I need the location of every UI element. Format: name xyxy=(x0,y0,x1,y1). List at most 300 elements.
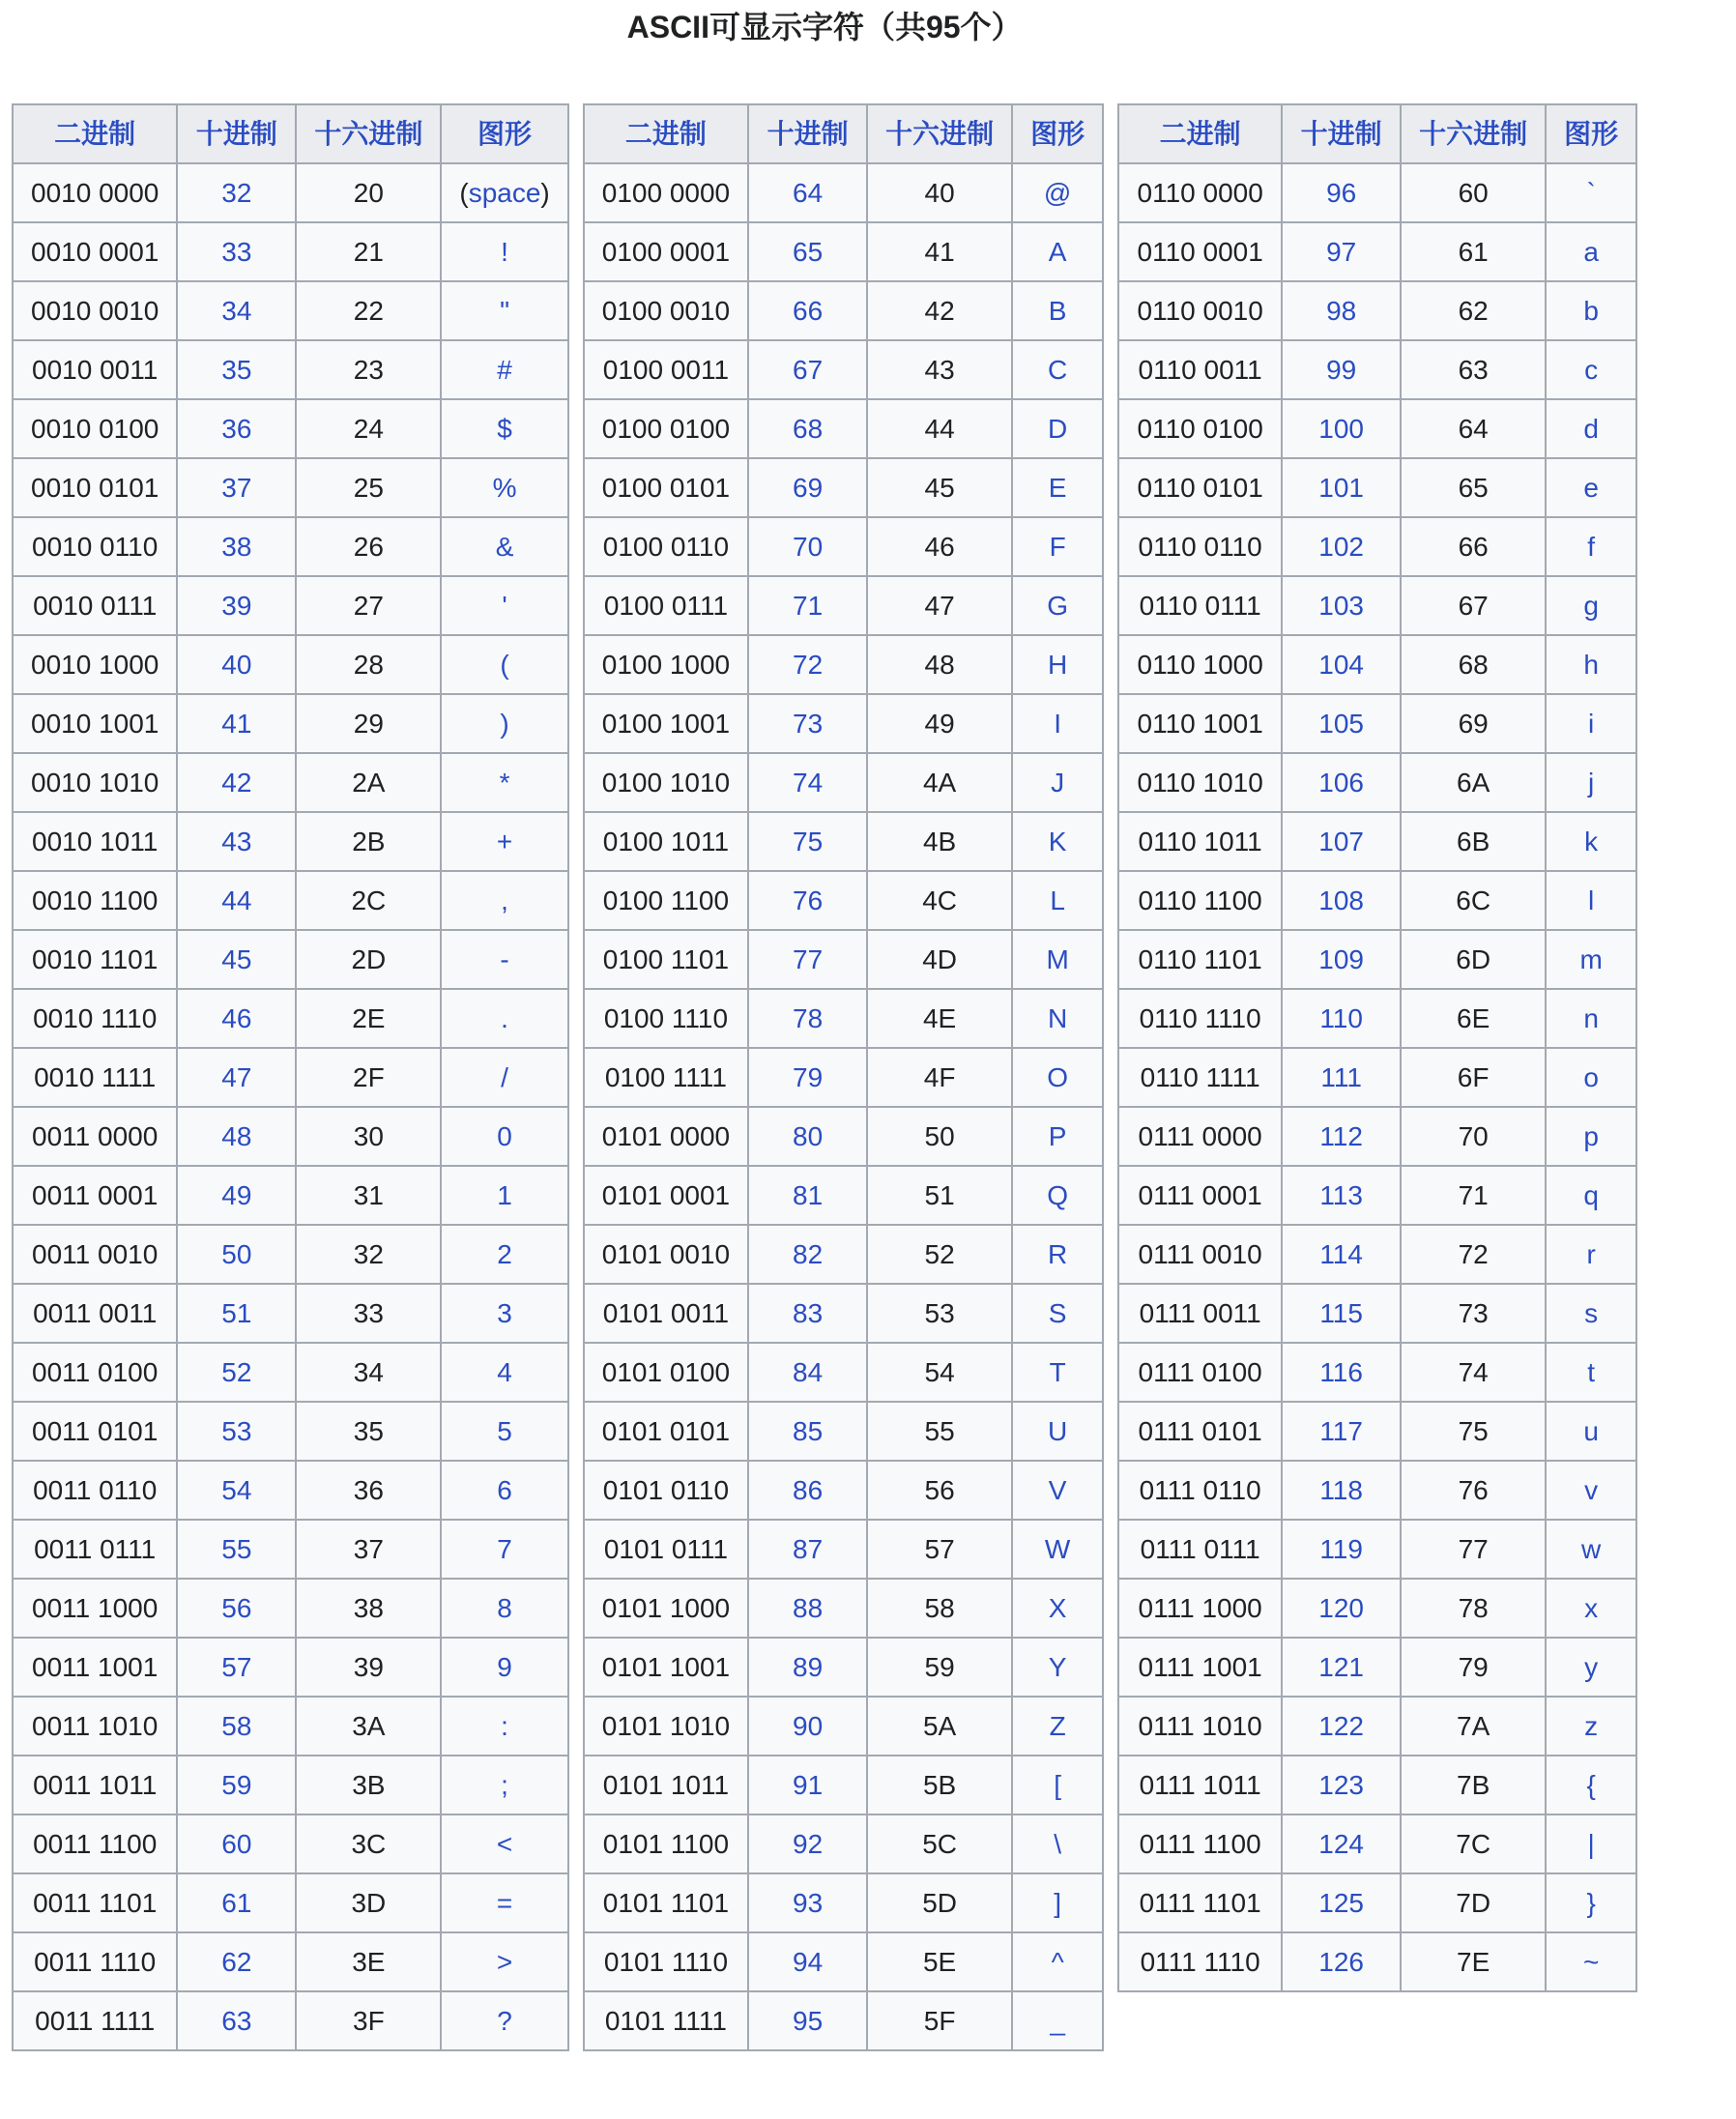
hex-cell: 2B xyxy=(296,812,441,871)
hex-cell: 79 xyxy=(1401,1638,1546,1697)
table-row xyxy=(584,458,1103,517)
glyph-cell xyxy=(1012,989,1103,1048)
decimal-link[interactable]: 61 xyxy=(221,1888,252,1918)
glyph-link[interactable]: D xyxy=(1048,414,1068,444)
glyph-link[interactable]: i xyxy=(1588,709,1595,739)
decimal-link[interactable]: 86 xyxy=(793,1475,824,1505)
decimal-link[interactable]: 101 xyxy=(1318,473,1364,503)
glyph-link[interactable]: 4 xyxy=(497,1357,512,1387)
glyph-link[interactable]: ^ xyxy=(1051,1947,1064,1977)
glyph-link[interactable]: 9 xyxy=(497,1652,512,1682)
glyph-link[interactable]: y xyxy=(1584,1652,1599,1682)
glyph-link[interactable]: 1 xyxy=(497,1180,512,1210)
glyph-link[interactable]: T xyxy=(1049,1357,1066,1387)
glyph-cell xyxy=(1012,812,1103,871)
glyph-link[interactable]: < xyxy=(496,1829,513,1859)
decimal-cell xyxy=(1282,340,1401,399)
decimal-link[interactable]: 78 xyxy=(793,1003,824,1033)
decimal-link[interactable]: 42 xyxy=(221,768,252,798)
hex-cell: 59 xyxy=(867,1638,1012,1697)
glyph-link[interactable]: I xyxy=(1054,709,1062,739)
space-glyph-link[interactable]: space xyxy=(468,178,541,208)
hex-cell: 39 xyxy=(296,1638,441,1697)
glyph-link[interactable]: 6 xyxy=(497,1475,512,1505)
binary-cell: 0111 0101 xyxy=(1118,1402,1282,1461)
decimal-link[interactable]: 51 xyxy=(221,1298,252,1328)
glyph-link[interactable]: - xyxy=(500,944,509,974)
hex-cell: 4D xyxy=(867,930,1012,989)
decimal-link[interactable]: 81 xyxy=(793,1180,824,1210)
decimal-link[interactable]: 68 xyxy=(793,414,824,444)
glyph-link[interactable]: K xyxy=(1048,827,1067,856)
table-row xyxy=(584,1932,1103,1991)
glyph-link[interactable]: 3 xyxy=(497,1298,512,1328)
glyph-link[interactable]: 5 xyxy=(497,1416,512,1446)
decimal-link[interactable]: 52 xyxy=(221,1357,252,1387)
glyph-link[interactable]: A xyxy=(1048,237,1067,267)
table-row xyxy=(584,694,1103,753)
glyph-link[interactable]: ~ xyxy=(1582,1947,1600,1977)
decimal-link[interactable]: 87 xyxy=(793,1534,824,1564)
glyph-cell xyxy=(1012,635,1103,694)
glyph-cell xyxy=(441,1284,567,1343)
glyph-cell xyxy=(1546,1697,1636,1756)
col-header-glyph-link[interactable]: 图形 xyxy=(477,119,533,149)
decimal-link[interactable]: 88 xyxy=(793,1593,824,1623)
binary-cell: 0101 1100 xyxy=(584,1814,748,1873)
decimal-link[interactable]: 49 xyxy=(221,1180,252,1210)
decimal-link[interactable]: 77 xyxy=(793,944,824,974)
decimal-link[interactable]: 104 xyxy=(1318,650,1364,680)
hex-cell: 32 xyxy=(296,1225,441,1284)
glyph-link[interactable]: ) xyxy=(500,709,509,739)
decimal-link[interactable]: 109 xyxy=(1318,944,1364,974)
decimal-link[interactable]: 111 xyxy=(1320,1062,1362,1092)
hex-cell: 6A xyxy=(1401,753,1546,812)
decimal-cell xyxy=(1282,1107,1401,1166)
decimal-link[interactable]: 71 xyxy=(793,591,824,621)
binary-cell: 0010 0100 xyxy=(13,399,177,458)
decimal-link[interactable]: 122 xyxy=(1318,1711,1364,1741)
decimal-link[interactable]: 46 xyxy=(221,1003,252,1033)
glyph-link[interactable]: R xyxy=(1048,1239,1068,1269)
table-row xyxy=(584,930,1103,989)
decimal-link[interactable]: 56 xyxy=(221,1593,252,1623)
decimal-cell xyxy=(748,163,867,222)
decimal-link[interactable]: 84 xyxy=(793,1357,824,1387)
decimal-cell xyxy=(748,812,867,871)
decimal-link[interactable]: 60 xyxy=(221,1829,252,1859)
close-paren: ) xyxy=(540,178,550,208)
decimal-link[interactable]: 118 xyxy=(1319,1475,1363,1505)
glyph-cell xyxy=(1546,1520,1636,1579)
binary-cell: 0111 0011 xyxy=(1118,1284,1282,1343)
hex-cell: 2F xyxy=(296,1048,441,1107)
binary-cell: 0110 0110 xyxy=(1118,517,1282,576)
decimal-link[interactable]: 58 xyxy=(221,1711,252,1741)
table-row xyxy=(13,1814,568,1873)
hex-cell: 21 xyxy=(296,222,441,281)
glyph-link[interactable]: , xyxy=(501,885,508,915)
glyph-link[interactable]: v xyxy=(1584,1475,1599,1505)
decimal-link[interactable]: 62 xyxy=(221,1947,252,1977)
col-header-hex xyxy=(867,104,1012,163)
glyph-link[interactable]: B xyxy=(1048,296,1067,326)
glyph-link[interactable]: s xyxy=(1584,1298,1599,1328)
table-row xyxy=(13,1107,568,1166)
glyph-link[interactable]: d xyxy=(1583,414,1599,444)
hex-cell: 6E xyxy=(1401,989,1546,1048)
hex-cell: 6D xyxy=(1401,930,1546,989)
decimal-link[interactable]: 80 xyxy=(793,1121,824,1151)
glyph-link[interactable]: ` xyxy=(1586,178,1596,208)
decimal-link[interactable]: 76 xyxy=(793,885,824,915)
decimal-cell xyxy=(1282,517,1401,576)
col-header-decimal-link[interactable]: 十进制 xyxy=(767,119,849,149)
decimal-link[interactable]: 98 xyxy=(1326,296,1357,326)
decimal-link[interactable]: 121 xyxy=(1318,1652,1364,1682)
decimal-link[interactable]: 59 xyxy=(221,1770,252,1800)
table-row xyxy=(584,1166,1103,1225)
glyph-link[interactable]: U xyxy=(1048,1416,1068,1446)
glyph-link[interactable]: o xyxy=(1583,1062,1599,1092)
glyph-link[interactable]: = xyxy=(496,1888,513,1918)
glyph-link[interactable]: ( xyxy=(500,650,509,680)
decimal-link[interactable]: 44 xyxy=(221,885,252,915)
decimal-link[interactable]: 107 xyxy=(1318,827,1364,856)
decimal-link[interactable]: 95 xyxy=(793,2006,824,2036)
decimal-link[interactable]: 102 xyxy=(1318,532,1364,562)
binary-cell: 0010 0101 xyxy=(13,458,177,517)
glyph-cell xyxy=(1012,517,1103,576)
glyph-link[interactable]: : xyxy=(501,1711,508,1741)
decimal-link[interactable]: 113 xyxy=(1319,1180,1363,1210)
decimal-link[interactable]: 91 xyxy=(793,1770,824,1800)
decimal-link[interactable]: 54 xyxy=(221,1475,252,1505)
table-row xyxy=(1118,399,1636,458)
decimal-cell xyxy=(1282,222,1401,281)
col-header-binary-link[interactable]: 二进制 xyxy=(1159,119,1241,149)
decimal-cell xyxy=(177,1756,296,1814)
decimal-link[interactable]: 119 xyxy=(1319,1534,1363,1564)
glyph-link[interactable]: . xyxy=(501,1003,508,1033)
glyph-link[interactable]: S xyxy=(1048,1298,1067,1328)
decimal-cell xyxy=(177,399,296,458)
decimal-link[interactable]: 103 xyxy=(1318,591,1364,621)
decimal-link[interactable]: 41 xyxy=(221,709,252,739)
glyph-cell xyxy=(1012,1873,1103,1932)
binary-cell: 0110 1011 xyxy=(1118,812,1282,871)
page-title: ASCII可显示字符（共95个） xyxy=(626,10,1023,44)
decimal-link[interactable]: 110 xyxy=(1319,1003,1363,1033)
glyph-cell xyxy=(1012,930,1103,989)
glyph-link[interactable]: [ xyxy=(1054,1770,1062,1800)
glyph-link[interactable]: 8 xyxy=(497,1593,512,1623)
table-row xyxy=(13,989,568,1048)
glyph-link[interactable]: { xyxy=(1586,1770,1596,1800)
binary-cell: 0100 1110 xyxy=(584,989,748,1048)
table-row xyxy=(13,1461,568,1520)
col-header-hex-link[interactable]: 十六进制 xyxy=(885,119,995,149)
table-row xyxy=(584,1520,1103,1579)
glyph-link[interactable]: ? xyxy=(497,2006,512,2036)
glyph-cell xyxy=(441,576,567,635)
decimal-link[interactable]: 79 xyxy=(793,1062,824,1092)
col-header-hex-link[interactable]: 十六进制 xyxy=(1419,119,1528,149)
decimal-link[interactable]: 117 xyxy=(1319,1416,1363,1446)
glyph-link[interactable]: x xyxy=(1584,1593,1599,1623)
decimal-link[interactable]: 75 xyxy=(793,827,824,856)
glyph-link[interactable]: 7 xyxy=(497,1534,512,1564)
glyph-link[interactable]: + xyxy=(496,827,513,856)
decimal-link[interactable]: 83 xyxy=(793,1298,824,1328)
decimal-link[interactable]: 112 xyxy=(1319,1121,1363,1151)
decimal-link[interactable]: 36 xyxy=(221,414,252,444)
table-row xyxy=(584,1814,1103,1873)
decimal-link[interactable]: 82 xyxy=(793,1239,824,1269)
binary-cell: 0100 1011 xyxy=(584,812,748,871)
col-header-decimal-link[interactable]: 十进制 xyxy=(195,119,277,149)
glyph-link[interactable]: " xyxy=(500,296,510,326)
col-header-decimal-link[interactable]: 十进制 xyxy=(1300,119,1382,149)
decimal-link[interactable]: 123 xyxy=(1318,1770,1364,1800)
decimal-link[interactable]: 120 xyxy=(1318,1593,1364,1623)
decimal-link[interactable]: 92 xyxy=(793,1829,824,1859)
glyph-link[interactable]: c xyxy=(1584,355,1599,385)
glyph-link[interactable]: z xyxy=(1584,1711,1599,1741)
glyph-link[interactable]: e xyxy=(1583,473,1599,503)
hex-cell: 70 xyxy=(1401,1107,1546,1166)
glyph-link[interactable]: u xyxy=(1583,1416,1599,1446)
hex-cell: 74 xyxy=(1401,1343,1546,1402)
decimal-link[interactable]: 67 xyxy=(793,355,824,385)
glyph-link[interactable]: X xyxy=(1048,1593,1067,1623)
decimal-cell xyxy=(748,1756,867,1814)
decimal-link[interactable]: 66 xyxy=(793,296,824,326)
glyph-link[interactable]: Z xyxy=(1049,1711,1066,1741)
col-header-glyph-link[interactable]: 图形 xyxy=(1030,119,1085,149)
decimal-link[interactable]: 33 xyxy=(221,237,252,267)
glyph-link[interactable]: a xyxy=(1583,237,1599,267)
decimal-link[interactable]: 73 xyxy=(793,709,824,739)
glyph-cell xyxy=(1012,1991,1103,2050)
decimal-link[interactable]: 37 xyxy=(221,473,252,503)
table-row xyxy=(1118,1107,1636,1166)
glyph-link[interactable]: * xyxy=(499,768,510,798)
decimal-link[interactable]: 96 xyxy=(1326,178,1357,208)
decimal-link[interactable]: 63 xyxy=(221,2006,252,2036)
decimal-cell xyxy=(748,1991,867,2050)
glyph-link[interactable]: M xyxy=(1046,944,1069,974)
glyph-link[interactable]: O xyxy=(1047,1062,1069,1092)
glyph-link[interactable]: 2 xyxy=(497,1239,512,1269)
decimal-link[interactable]: 43 xyxy=(221,827,252,856)
decimal-link[interactable]: 47 xyxy=(221,1062,252,1092)
binary-cell: 0010 0110 xyxy=(13,517,177,576)
decimal-link[interactable]: 40 xyxy=(221,650,252,680)
glyph-link[interactable]: / xyxy=(501,1062,508,1092)
glyph-cell xyxy=(441,1814,567,1873)
decimal-link[interactable]: 108 xyxy=(1318,885,1364,915)
glyph-link[interactable]: q xyxy=(1583,1180,1599,1210)
decimal-link[interactable]: 99 xyxy=(1326,355,1357,385)
decimal-cell xyxy=(748,399,867,458)
decimal-link[interactable]: 85 xyxy=(793,1416,824,1446)
decimal-link[interactable]: 125 xyxy=(1318,1888,1364,1918)
decimal-link[interactable]: 89 xyxy=(793,1652,824,1682)
glyph-link[interactable]: h xyxy=(1583,650,1599,680)
glyph-link[interactable]: $ xyxy=(497,414,512,444)
glyph-link[interactable]: % xyxy=(492,473,517,503)
glyph-cell xyxy=(1546,1756,1636,1814)
col-header-binary-link[interactable]: 二进制 xyxy=(624,119,707,149)
glyph-link[interactable]: l xyxy=(1588,885,1595,915)
hex-cell: 3A xyxy=(296,1697,441,1756)
decimal-link[interactable]: 97 xyxy=(1326,237,1357,267)
decimal-link[interactable]: 32 xyxy=(221,178,252,208)
decimal-cell xyxy=(177,812,296,871)
decimal-link[interactable]: 74 xyxy=(793,768,824,798)
header-row xyxy=(584,104,1103,163)
binary-cell: 0111 0110 xyxy=(1118,1461,1282,1520)
decimal-link[interactable]: 116 xyxy=(1319,1357,1363,1387)
glyph-link[interactable]: w xyxy=(1581,1534,1602,1564)
hex-cell: 62 xyxy=(1401,281,1546,340)
glyph-link[interactable]: V xyxy=(1048,1475,1067,1505)
decimal-link[interactable]: 35 xyxy=(221,355,252,385)
decimal-link[interactable]: 55 xyxy=(221,1534,252,1564)
table-row xyxy=(1118,1697,1636,1756)
decimal-link[interactable]: 64 xyxy=(793,178,824,208)
decimal-cell xyxy=(748,1402,867,1461)
col-header-decimal xyxy=(748,104,867,163)
decimal-link[interactable]: 39 xyxy=(221,591,252,621)
glyph-link[interactable]: | xyxy=(1587,1829,1595,1859)
glyph-link[interactable]: @ xyxy=(1043,178,1072,208)
glyph-cell xyxy=(1546,1048,1636,1107)
decimal-link[interactable]: 115 xyxy=(1319,1298,1363,1328)
decimal-link[interactable]: 93 xyxy=(793,1888,824,1918)
decimal-cell xyxy=(177,1166,296,1225)
decimal-cell xyxy=(748,1166,867,1225)
col-header-glyph-link[interactable]: 图形 xyxy=(1564,119,1619,149)
binary-cell: 0111 1010 xyxy=(1118,1697,1282,1756)
table-row xyxy=(13,1991,568,2050)
binary-cell: 0010 1111 xyxy=(13,1048,177,1107)
glyph-cell xyxy=(1546,1107,1636,1166)
glyph-link[interactable]: P xyxy=(1048,1121,1067,1151)
decimal-link[interactable]: 65 xyxy=(793,237,824,267)
decimal-link[interactable]: 126 xyxy=(1318,1947,1364,1977)
glyph-link[interactable]: b xyxy=(1583,296,1599,326)
glyph-link[interactable]: _ xyxy=(1050,2006,1065,2036)
glyph-cell xyxy=(1546,1814,1636,1873)
glyph-link[interactable]: \ xyxy=(1054,1829,1062,1859)
glyph-link[interactable]: f xyxy=(1587,532,1596,562)
glyph-link[interactable]: # xyxy=(497,355,512,385)
decimal-link[interactable]: 124 xyxy=(1318,1829,1364,1859)
decimal-cell xyxy=(748,458,867,517)
decimal-link[interactable]: 38 xyxy=(221,532,252,562)
glyph-link[interactable]: ] xyxy=(1054,1888,1062,1918)
glyph-link[interactable]: j xyxy=(1588,768,1595,798)
glyph-link[interactable]: Q xyxy=(1047,1180,1069,1210)
decimal-link[interactable]: 53 xyxy=(221,1416,252,1446)
table-row xyxy=(584,1873,1103,1932)
glyph-link[interactable]: E xyxy=(1048,473,1067,503)
glyph-link[interactable]: N xyxy=(1048,1003,1068,1033)
glyph-link[interactable]: r xyxy=(1586,1239,1596,1269)
hex-cell: 58 xyxy=(867,1579,1012,1638)
decimal-link[interactable]: 105 xyxy=(1318,709,1364,739)
header-row xyxy=(1118,104,1636,163)
glyph-cell xyxy=(441,1107,567,1166)
glyph-link[interactable]: C xyxy=(1048,355,1068,385)
decimal-link[interactable]: 72 xyxy=(793,650,824,680)
table-row xyxy=(1118,1520,1636,1579)
col-header-hex-link[interactable]: 十六进制 xyxy=(314,119,423,149)
glyph-link[interactable]: W xyxy=(1044,1534,1071,1564)
glyph-link[interactable]: G xyxy=(1047,591,1069,621)
glyph-link[interactable]: J xyxy=(1051,768,1065,798)
glyph-link[interactable]: n xyxy=(1583,1003,1599,1033)
hex-cell: 68 xyxy=(1401,635,1546,694)
glyph-link[interactable]: & xyxy=(495,532,514,562)
binary-cell: 0010 1101 xyxy=(13,930,177,989)
glyph-cell xyxy=(1546,340,1636,399)
decimal-link[interactable]: 34 xyxy=(221,296,252,326)
glyph-link[interactable]: t xyxy=(1587,1357,1596,1387)
decimal-link[interactable]: 90 xyxy=(793,1711,824,1741)
glyph-link[interactable]: ; xyxy=(501,1770,508,1800)
binary-cell: 0010 1100 xyxy=(13,871,177,930)
decimal-link[interactable]: 48 xyxy=(221,1121,252,1151)
glyph-link[interactable]: } xyxy=(1586,1888,1596,1918)
col-header-hex xyxy=(296,104,441,163)
glyph-link[interactable]: ' xyxy=(502,591,507,621)
glyph-link[interactable]: L xyxy=(1050,885,1065,915)
glyph-link[interactable]: > xyxy=(496,1947,513,1977)
decimal-link[interactable]: 45 xyxy=(221,944,252,974)
glyph-link[interactable]: H xyxy=(1048,650,1068,680)
decimal-cell xyxy=(748,576,867,635)
decimal-link[interactable]: 114 xyxy=(1319,1239,1363,1269)
decimal-link[interactable]: 50 xyxy=(221,1239,252,1269)
decimal-link[interactable]: 70 xyxy=(793,532,824,562)
glyph-cell xyxy=(1546,812,1636,871)
decimal-cell xyxy=(748,930,867,989)
table-row xyxy=(584,1107,1103,1166)
glyph-link[interactable]: 0 xyxy=(497,1121,512,1151)
decimal-link[interactable]: 57 xyxy=(221,1652,252,1682)
decimal-link[interactable]: 69 xyxy=(793,473,824,503)
glyph-link[interactable]: Y xyxy=(1048,1652,1067,1682)
glyph-link[interactable]: p xyxy=(1583,1121,1599,1151)
glyph-link[interactable]: F xyxy=(1049,532,1066,562)
table-row xyxy=(13,1284,568,1343)
decimal-link[interactable]: 100 xyxy=(1318,414,1364,444)
decimal-link[interactable]: 106 xyxy=(1318,768,1364,798)
col-header-binary-link[interactable]: 二进制 xyxy=(54,119,136,149)
binary-cell: 0011 0100 xyxy=(13,1343,177,1402)
glyph-link[interactable]: k xyxy=(1584,827,1599,856)
decimal-cell xyxy=(748,1225,867,1284)
glyph-link[interactable]: m xyxy=(1579,944,1603,974)
glyph-link[interactable]: ! xyxy=(501,237,508,267)
glyph-link[interactable]: g xyxy=(1583,591,1599,621)
decimal-link[interactable]: 94 xyxy=(793,1947,824,1977)
col-header-glyph xyxy=(441,104,567,163)
